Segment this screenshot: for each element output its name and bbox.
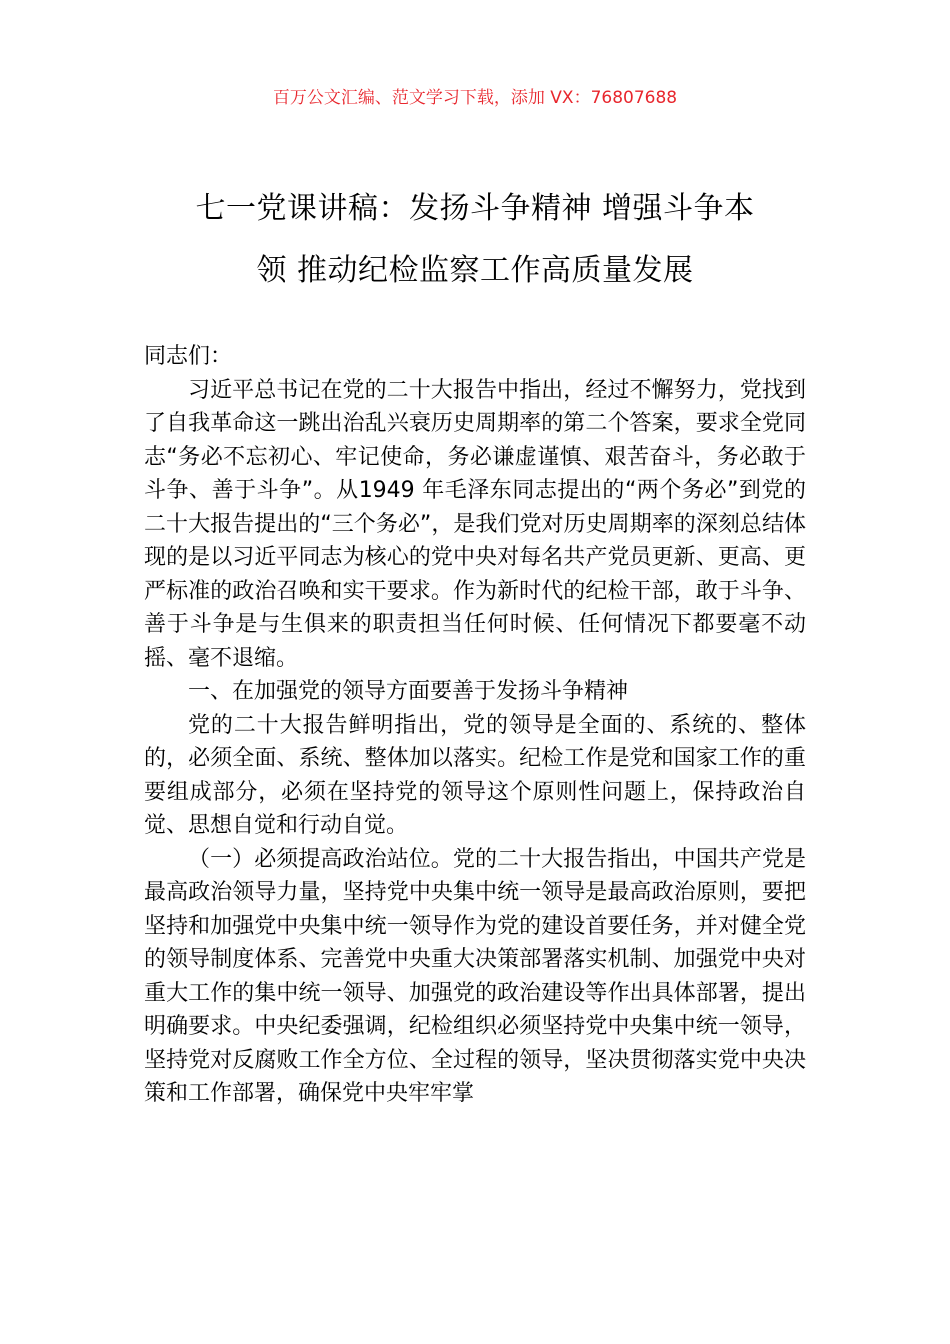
- paragraph-section-1: 党的二十大报告鲜明指出，党的领导是全面的、系统的、整体的，必须全面、系统、整体加以落实。纪检工作是党和国家工作的重要组成部分，必须在坚持党的领导这个原则性问题上，保持政治自觉、思想自觉和行动自觉。: [144, 712, 806, 838]
- download-promo-note: 百万公文汇编、范文学习下载，添加 VX：76807688: [272, 88, 678, 108]
- title-line-2: 领 推动纪检监察工作高质量发展: [256, 253, 694, 288]
- salutation: 同志们：: [144, 344, 233, 369]
- title-line-1: 七一党课讲稿：发扬斗争精神 增强斗争本: [195, 191, 755, 226]
- document-body: [144, 340, 806, 1111]
- section-heading-1: 一、在加强党的领导方面要善于发扬斗争精神: [188, 679, 629, 704]
- paragraph-intro: 习近平总书记在党的二十大报告中指出，经过不懈努力，党找到了自我革命这一跳出治乱兴衰历史周期率的第二个答案，要求全党同志“务必不忘初心、牢记使命，务必谦虚谨慎、艰苦奋斗，务必敢于斗争、善于斗争”。从1949 年毛泽东同志提出的“两个务必”到党的二十大报告提出的“三个务必”，是我们党对历史周期率的深刻总结体现的是以习近平同志为核心的党中央对每名共产党员更新、更高、更严标准的政治召唤和实干要求。作为新时代的纪检干部，敢于斗争、善于斗争是与生俱来的职责担当任何时候、任何情况下都要毫不动摇、毫不退缩。: [144, 377, 806, 671]
- document-title: [100, 178, 850, 302]
- paragraph-subsection-1: （一）必须提高政治站位。党的二十大报告指出，中国共产党是最高政治领导力量，坚持党中央集中统一领导是最高政治原则，要把坚持和加强党中央集中统一领导作为党的建设首要任务，并对健全党的领导制度体系、完善党中央重大决策部署落实机制、加强党中央对重大工作的集中统一领导、加强党的政治建设等作出具体部署，提出明确要求。中央纪委强调，纪检组织必须坚持党中央集中统一领导，坚持党对反腐败工作全方位、全过程的领导，坚决贯彻落实党中央决策和工作部署，确保党中央牢牢掌: [144, 846, 806, 1106]
